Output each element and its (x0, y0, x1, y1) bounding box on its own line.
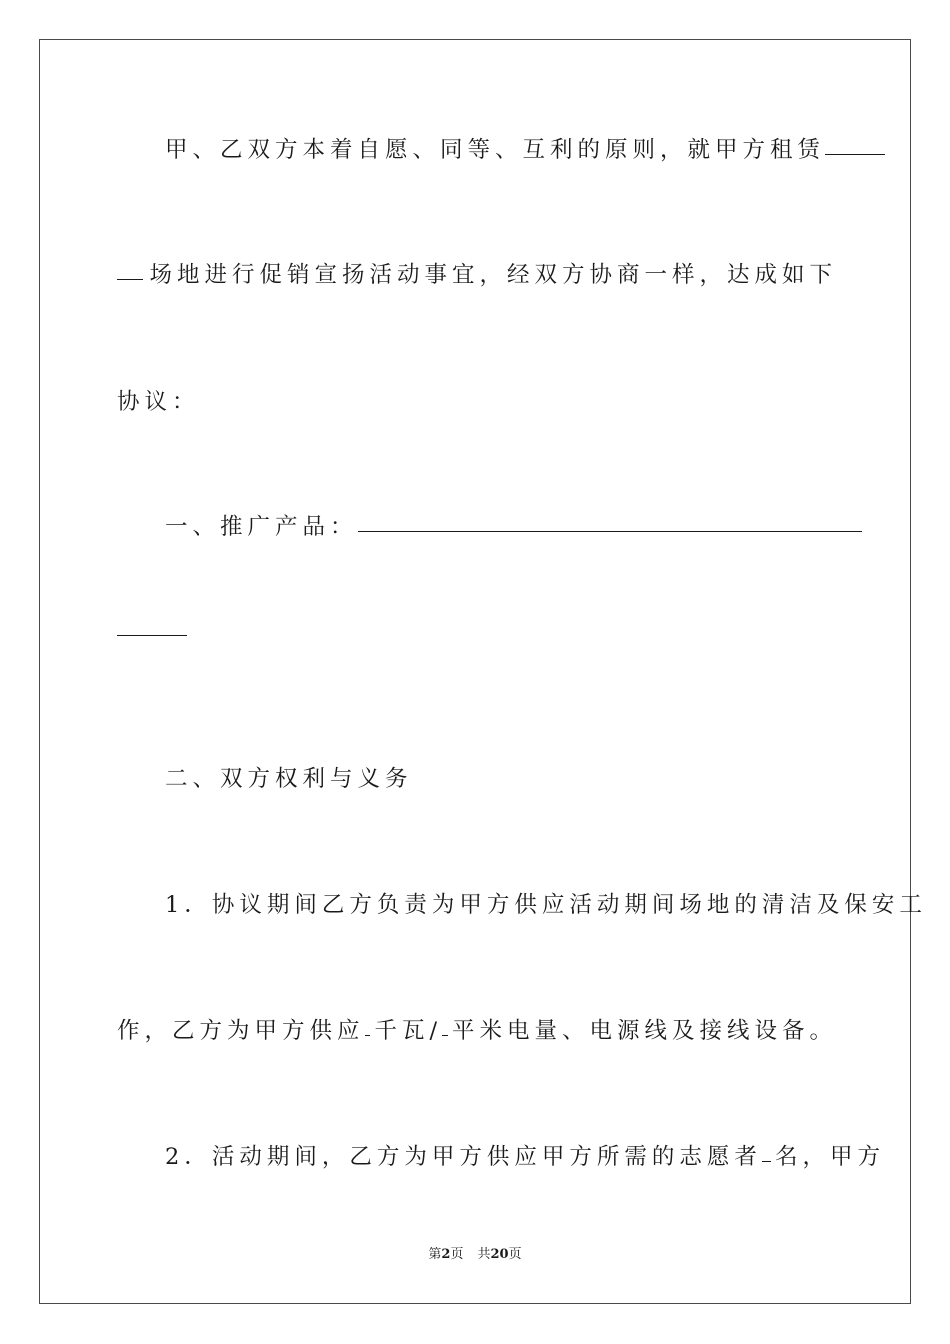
paragraph-intro-line-2 (117, 257, 837, 293)
blank-rental-venue-1 (825, 153, 885, 155)
intro-text-2: 场地进行促销宣扬活动事宜，经双方协商一样，达成如下 (149, 262, 837, 288)
intro-text-1: 甲、乙双方本着自愿、同等、互利的原则，就甲方租赁 (165, 137, 826, 163)
intro-text-3: 协议： (117, 389, 200, 415)
section-one-label: 一、推广产品： (165, 514, 358, 540)
footer-total-prefix: 共 (477, 1247, 491, 1262)
footer-page-number: 2 (441, 1247, 451, 1262)
clause-1-text-b: 千瓦/ (374, 1018, 443, 1044)
blank-square-meters (442, 1034, 448, 1036)
footer-page-prefix: 第 (428, 1247, 442, 1262)
page-footer (0, 1246, 950, 1264)
clause-2-line-1 (117, 1139, 885, 1175)
paragraph-intro-line-1 (117, 132, 885, 168)
footer-total-suffix: 页 (508, 1247, 522, 1262)
footer-total-number: 20 (490, 1247, 509, 1262)
clause-1-line-2 (117, 1013, 837, 1049)
clause-1-text-a: 作，乙方为甲方供应 (117, 1018, 365, 1044)
section-one-continuation (117, 636, 837, 672)
blank-product-2 (117, 634, 187, 636)
clause-1-line-1 (117, 887, 927, 923)
footer-page-suffix: 页 (450, 1247, 464, 1262)
blank-rental-venue-2 (117, 278, 143, 280)
section-two-heading (117, 761, 885, 797)
clause-1-text: 1．协议期间乙方负责为甲方供应活动期间场地的清洁及保安工 (165, 892, 927, 918)
section-two-label: 二、双方权利与义务 (165, 766, 413, 792)
clause-2-text-a: 2．活动期间，乙方为甲方供应甲方所需的志愿者 (165, 1144, 762, 1170)
clause-1-text-c: 平米电量、电源线及接线设备。 (451, 1018, 837, 1044)
paragraph-intro-line-3 (117, 384, 837, 420)
blank-volunteers (762, 1160, 771, 1162)
blank-kilowatts (365, 1034, 371, 1036)
clause-2-text-b: 名，甲方 (774, 1144, 885, 1170)
section-one-heading (117, 509, 885, 545)
blank-product-1 (358, 530, 862, 532)
